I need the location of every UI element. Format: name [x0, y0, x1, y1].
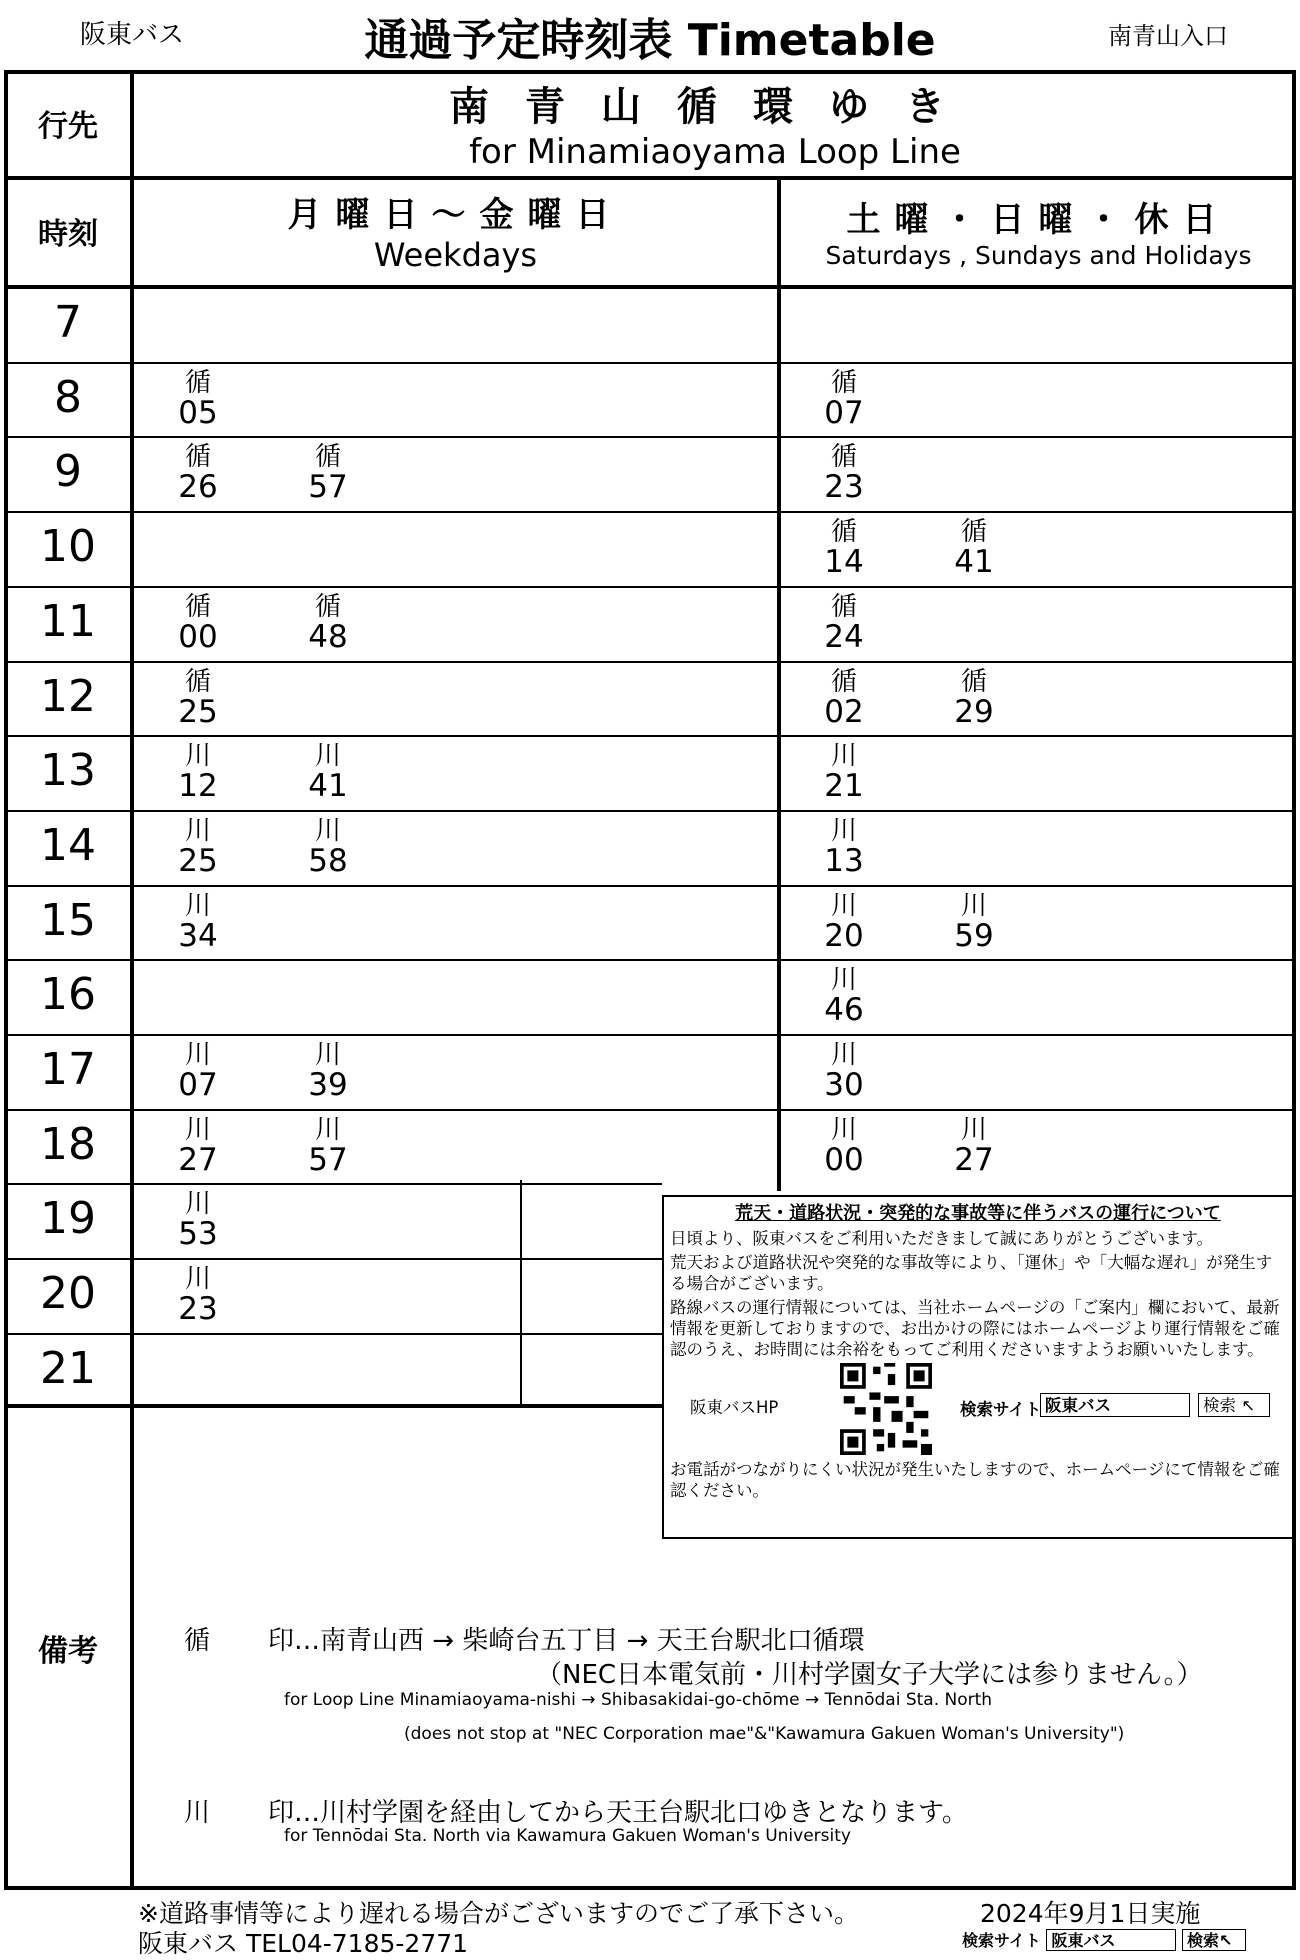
route-mark: 川 [314, 815, 341, 846]
footer-search-button-label: 検索 [1187, 1931, 1220, 1950]
departure-minute: 25 [178, 842, 218, 879]
weekday-lower-divider [520, 1180, 522, 1404]
weekday-jp: 月曜日～金曜日 [287, 195, 624, 235]
hour-row-divider [4, 436, 1296, 438]
weekday-departure [168, 666, 228, 730]
holiday-departure [814, 591, 874, 655]
destination-en: for Minamiaoyama Loop Line [469, 131, 961, 172]
route-mark: 川 [960, 1114, 987, 1145]
notice-title: 荒天・道路状況・突発的な事故等に伴うバスの運行について [735, 1203, 1221, 1224]
departure-minute: 23 [824, 469, 864, 506]
weekday-departure [168, 815, 228, 879]
hour-label: 9 [54, 446, 82, 498]
remarks-label: 備考 [38, 1634, 98, 1669]
delay-note: ※道路事情等により遅れる場合がございますのでご了承下さい。 [138, 1899, 859, 1928]
holiday-departure [814, 1040, 874, 1103]
homepage-label: 阪東バスHP [690, 1398, 779, 1417]
route-mark: 川 [184, 890, 211, 921]
route-mark: 循 [960, 666, 987, 697]
hour-label: 19 [40, 1193, 96, 1245]
hour-label: 10 [40, 521, 96, 573]
hour-label: 17 [40, 1044, 96, 1095]
route-mark: 循 [960, 517, 987, 548]
hour-row-divider [4, 735, 1296, 737]
route-mark: 循 [184, 367, 211, 398]
notice-phone-info: お電話がつながりにくい状況が発生いたしますので、ホームページにて情報をご確認ください。 [670, 1460, 1280, 1500]
weekday-departure [298, 1040, 358, 1103]
holiday-departure [944, 666, 1004, 730]
departure-minute: 07 [178, 1067, 218, 1103]
departure-minute: 57 [308, 469, 348, 506]
holiday-departure [814, 741, 874, 805]
weekday-departure [168, 741, 228, 805]
departure-minute: 48 [308, 618, 348, 655]
hour-label: 14 [40, 819, 96, 871]
weekday-departure [168, 442, 228, 506]
hour-label: 8 [54, 371, 82, 423]
destination-label: 行先 [38, 109, 98, 144]
route-mark: 循 [830, 442, 857, 473]
weekday-departure [168, 890, 228, 954]
hour-row-divider [4, 885, 1296, 887]
holiday-departure [814, 965, 874, 1029]
holiday-departure [814, 815, 874, 879]
weekday-departure [168, 591, 228, 655]
departure-minute: 00 [178, 618, 218, 655]
stop-name: 南青山入口 [1108, 22, 1228, 50]
departure-minute: 05 [178, 394, 218, 431]
company-name: 阪東バス [80, 20, 185, 50]
route-mark: 循 [184, 666, 211, 697]
holiday-en: Saturdays , Sundays and Holidays [825, 240, 1252, 270]
hour-row-divider [4, 586, 1296, 588]
kawa-route-en: for Tennōdai Sta. North via Kawamura Gakuen Woman's University [284, 1826, 851, 1846]
holiday-departure [944, 517, 1004, 581]
route-mark: 川 [314, 1040, 341, 1070]
route-mark: 川 [830, 1114, 857, 1145]
qr-code-icon[interactable] [840, 1363, 932, 1455]
hour-label: 20 [40, 1268, 96, 1320]
departure-minute: 59 [954, 917, 994, 954]
footer-cursor-icon: ↖ [1219, 1931, 1233, 1950]
departure-minute: 41 [308, 768, 348, 805]
hour-row-divider [4, 362, 1296, 364]
weekday-en: Weekdays [373, 236, 538, 274]
loop-route-en: for Loop Line Minamiaoyama-nishi → Shibasakidai-go-chōme → Tennōdai Sta. North [284, 1690, 993, 1710]
route-mark: 循 [830, 367, 857, 398]
kawa-route-text: 印…川村学園を経由してから天王台駅北口ゆきとなります。 [268, 1798, 968, 1828]
departure-minute: 07 [824, 394, 864, 431]
weekday-departure [298, 741, 358, 805]
weekday-departure [298, 815, 358, 879]
search-site-label: 検索サイト [960, 1400, 1042, 1419]
departure-minute: 12 [178, 768, 218, 805]
route-mark: 川 [184, 1114, 211, 1145]
route-mark: 川 [830, 741, 857, 772]
hour-label: 13 [40, 745, 96, 797]
weekday-header [134, 176, 777, 285]
departure-minute: 26 [178, 469, 218, 506]
departure-minute: 27 [954, 1141, 994, 1178]
route-mark: 川 [184, 815, 211, 846]
hour-row-divider [4, 511, 1296, 513]
route-mark: 川 [830, 1040, 857, 1070]
weekday-departure [168, 1114, 228, 1178]
timetable-frame [4, 70, 1296, 1890]
weekday-departure [168, 1264, 228, 1328]
search-keyword-box: 阪東バス [1040, 1393, 1190, 1417]
route-mark: 川 [184, 1189, 211, 1220]
holiday-departure [944, 890, 1004, 954]
weekday-departure [168, 1189, 228, 1253]
loop-mark: 循 [184, 1626, 211, 1656]
weekday-departure [298, 442, 358, 506]
notice-website-info: 路線バスの運行情報については、当社ホームページの「ご案内」欄において、最新情報を更新しておりますので、お出かけの際にはホームページより運行情報をご確認のうえ、お時間には余裕をもってご利用くださいますようお願いいたします。 [670, 1298, 1280, 1359]
departure-minute: 13 [824, 842, 864, 879]
notice-greeting: 日頃より、阪東バスをご利用いただきまして誠にありがとうございます。 [670, 1229, 1214, 1248]
hour-label: 11 [40, 595, 96, 647]
route-mark: 循 [314, 442, 341, 473]
kawa-mark: 川 [184, 1798, 211, 1828]
cursor-icon: ↖ [1241, 1396, 1256, 1415]
holiday-departure [814, 666, 874, 730]
hour-row-divider [4, 1034, 1296, 1036]
homepage-row [670, 1363, 1286, 1459]
route-mark: 循 [184, 442, 211, 473]
hour-row-divider [4, 1109, 1296, 1111]
departure-minute: 53 [178, 1216, 218, 1253]
effective-date: 2024年9月1日実施 [980, 1899, 1201, 1928]
loop-route-text: 印…南青山西 → 柴崎台五丁目 → 天王台駅北口循環 [268, 1626, 865, 1656]
footer-search-bar [962, 1928, 1246, 1951]
route-mark: 川 [830, 890, 857, 921]
holiday-departure [944, 1114, 1004, 1178]
departure-minute: 23 [178, 1291, 218, 1328]
departure-minute: 39 [308, 1067, 348, 1103]
route-mark: 循 [314, 591, 341, 622]
route-mark: 循 [830, 666, 857, 697]
holiday-header [781, 176, 1296, 285]
route-mark: 循 [830, 591, 857, 622]
holiday-departure [814, 517, 874, 581]
holiday-departure [814, 890, 874, 954]
footer-search-button[interactable] [1182, 1929, 1246, 1951]
hour-label: 15 [40, 894, 96, 946]
route-mark: 循 [184, 591, 211, 622]
departure-minute: 24 [824, 618, 864, 655]
departure-minute: 57 [308, 1141, 348, 1178]
footer-search-keyword-box: 阪東バス [1046, 1929, 1176, 1951]
hour-label: 12 [40, 670, 96, 722]
hour-row-divider [4, 810, 1296, 812]
hour-label: 7 [54, 297, 82, 348]
loop-route-en-note: (does not stop at "NEC Corporation mae"&"Kawamura Gakuen Woman's University") [404, 1724, 1125, 1744]
weekday-departure [168, 367, 228, 431]
weekday-departure [168, 1040, 228, 1103]
divider-header [4, 285, 1296, 289]
holiday-departure [814, 442, 874, 506]
route-mark: 川 [314, 1114, 341, 1145]
contact-phone: 阪東バス TEL04-7185-2771 [138, 1929, 469, 1958]
weekday-departure [298, 1114, 358, 1178]
day-column-divider [777, 176, 781, 1191]
hour-row-divider [4, 1333, 662, 1335]
departure-minute: 20 [824, 917, 864, 954]
search-button[interactable] [1198, 1393, 1270, 1417]
page-title: 通過予定時刻表 Timetable [364, 15, 936, 66]
hour-row-divider [4, 1258, 662, 1260]
route-mark: 川 [184, 1264, 211, 1295]
search-button-label: 検索 [1203, 1396, 1236, 1415]
departure-minute: 25 [178, 693, 218, 730]
departure-minute: 46 [824, 992, 864, 1029]
departure-minute: 02 [824, 693, 864, 730]
route-mark: 循 [830, 517, 857, 548]
departure-minute: 41 [954, 544, 994, 581]
route-mark: 川 [830, 815, 857, 846]
notice-delay-info: 荒天および道路状況や突発的な事故等により、「運休」や「大幅な遅れ」が発生する場合がございます。 [670, 1253, 1273, 1293]
hour-label: 18 [40, 1118, 96, 1170]
hour-row-divider [4, 959, 1296, 961]
footer-search-site-label: 検索サイト [962, 1931, 1041, 1950]
destination-cell [134, 70, 1296, 176]
service-notice [662, 1195, 1294, 1539]
route-mark: 川 [960, 890, 987, 921]
hour-label: 21 [40, 1342, 96, 1394]
departure-minute: 30 [824, 1067, 864, 1103]
departure-minute: 29 [954, 693, 994, 730]
destination-jp: 南青山循環ゆき [449, 83, 981, 130]
loop-route-note: （NEC日本電気前・川村学園女子大学には参りません。） [536, 1660, 1203, 1690]
weekday-departure [298, 591, 358, 655]
hour-row-divider [4, 661, 1296, 663]
route-mark: 川 [830, 965, 857, 996]
holiday-departure [814, 367, 874, 431]
holiday-jp: 土曜・日曜・休日 [846, 199, 1231, 240]
route-mark: 川 [184, 1040, 211, 1070]
hour-label: 16 [40, 969, 96, 1021]
route-mark: 川 [314, 741, 341, 772]
departure-minute: 34 [178, 917, 218, 954]
time-label: 時刻 [38, 216, 98, 252]
holiday-departure [814, 1114, 874, 1178]
departure-minute: 14 [824, 544, 864, 581]
departure-minute: 00 [824, 1141, 864, 1178]
departure-minute: 27 [178, 1141, 218, 1178]
route-mark: 川 [184, 741, 211, 772]
departure-minute: 21 [824, 768, 864, 805]
hour-row-divider [4, 1183, 662, 1185]
departure-minute: 58 [308, 842, 348, 879]
